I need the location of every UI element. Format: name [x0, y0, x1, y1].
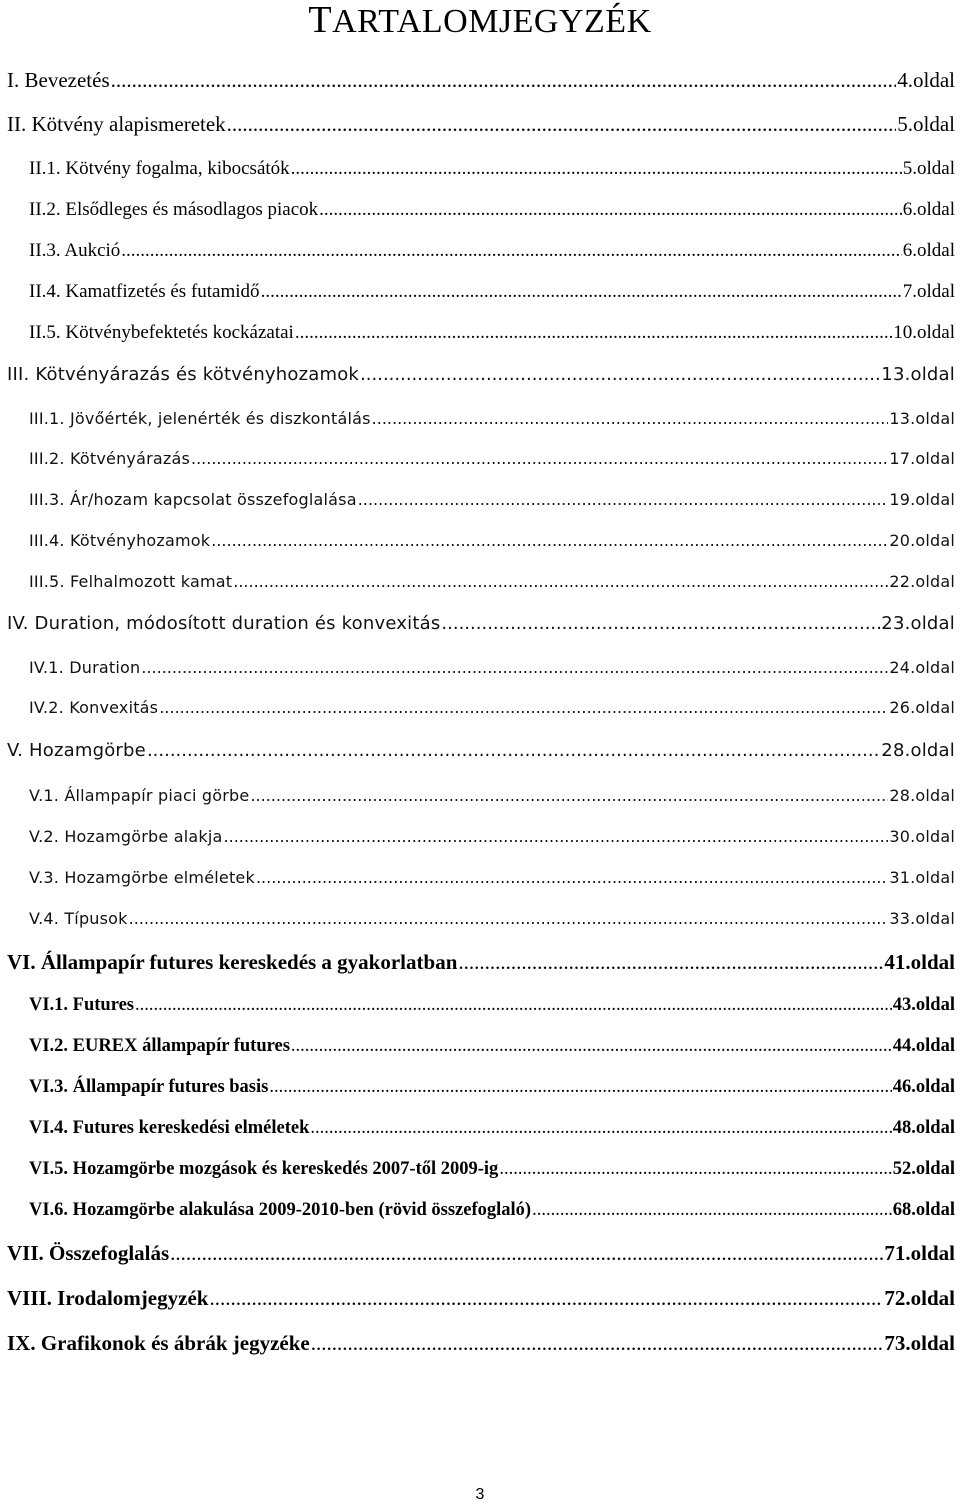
toc-entry-page: 20.oldal — [889, 531, 955, 550]
toc-entry-label: V. Hozamgörbe — [7, 740, 146, 761]
toc-entry[interactable] — [29, 490, 955, 509]
toc-leader-dots — [147, 740, 880, 761]
toc-leader-dots — [269, 1077, 891, 1098]
toc-leader-dots — [141, 658, 888, 677]
toc-entry-page: 26.oldal — [889, 698, 955, 717]
toc-entry-label: V.2. Hozamgörbe alakja — [29, 827, 223, 846]
toc-entry[interactable] — [29, 449, 955, 468]
toc-entry-label: IV.1. Duration — [29, 658, 141, 677]
toc-leader-dots — [111, 68, 897, 93]
toc-entry-label: IV.2. Konvexitás — [29, 698, 159, 717]
toc-entry[interactable] — [7, 1286, 955, 1311]
toc-entry-label: VI.1. Futures — [29, 995, 135, 1015]
toc-leader-dots — [291, 1036, 892, 1057]
toc-entry[interactable] — [29, 1118, 955, 1139]
toc-entry[interactable] — [29, 409, 955, 428]
toc-leader-dots — [256, 868, 888, 887]
toc-entry-label: III.4. Kötvényhozamok — [29, 531, 211, 550]
toc-entry-page: 72.oldal — [884, 1286, 955, 1310]
page-number: 3 — [475, 1486, 485, 1503]
toc-entry[interactable] — [29, 199, 955, 221]
toc-leader-dots — [372, 409, 889, 428]
toc-leader-dots — [295, 322, 892, 344]
toc-leader-dots — [310, 1118, 891, 1139]
toc-entry-page: 28.oldal — [889, 786, 955, 805]
toc-entry-page: 73.oldal — [884, 1331, 955, 1355]
toc-leader-dots — [319, 199, 902, 221]
toc-entry-page: 19.oldal — [889, 490, 955, 509]
toc-leader-dots — [250, 786, 888, 805]
toc-entry-label: VIII. Irodalomjegyzék — [7, 1286, 209, 1310]
toc-leader-dots — [211, 531, 888, 550]
toc-entry-label: II.1. Kötvény fogalma, kibocsátók — [29, 158, 290, 179]
toc-entry-label: III.5. Felhalmozott kamat — [29, 572, 233, 591]
toc-entry-page: 68.oldal — [892, 1200, 955, 1220]
toc-entry-label: VI.6. Hozamgörbe alakulása 2009-2010-ben (rövid összefoglaló) — [29, 1200, 532, 1220]
toc-entry-page: 13.oldal — [881, 364, 955, 385]
toc-entry-page: 52.oldal — [892, 1159, 955, 1179]
toc-leader-dots — [227, 112, 897, 137]
toc-entry[interactable] — [7, 112, 955, 137]
toc-entry-label: V.1. Állampapír piaci görbe — [29, 786, 250, 805]
toc-entry[interactable] — [29, 572, 955, 591]
toc-entry-page: 5.oldal — [897, 112, 955, 136]
toc-entry-label: II.3. Aukció — [29, 240, 121, 261]
toc-entry[interactable] — [29, 531, 955, 550]
toc-entry-page: 31.oldal — [889, 868, 955, 887]
toc-entry-label: II. Kötvény alapismeretek — [7, 112, 226, 136]
toc-leader-dots — [499, 1159, 891, 1180]
toc-entry-page: 44.oldal — [892, 1036, 955, 1056]
toc-entry-label: VII. Összefoglalás — [7, 1241, 170, 1265]
toc-entry[interactable] — [29, 698, 955, 717]
toc-entry-label: II.5. Kötvénybefektetés kockázatai — [29, 322, 294, 343]
toc-entry[interactable] — [29, 995, 955, 1016]
toc-leader-dots — [224, 827, 889, 846]
toc-entry[interactable] — [29, 1036, 955, 1057]
toc-entry-page: 43.oldal — [892, 995, 955, 1015]
toc-leader-dots — [135, 995, 892, 1016]
toc-entry-page: 24.oldal — [889, 658, 955, 677]
toc-entry-page: 13.oldal — [889, 409, 955, 428]
toc-entry-page: 6.oldal — [902, 240, 955, 261]
toc-entry-page: 71.oldal — [884, 1241, 955, 1265]
toc-leader-dots — [191, 449, 888, 468]
toc-entry-label: II.4. Kamatfizetés és futamidő — [29, 281, 260, 302]
toc-entry[interactable] — [7, 1241, 955, 1266]
toc-entry-page: 30.oldal — [889, 827, 955, 846]
toc-leader-dots — [170, 1241, 883, 1266]
toc-entry-page: 33.oldal — [889, 909, 955, 928]
toc-leader-dots — [159, 698, 888, 717]
toc-leader-dots — [209, 1286, 883, 1311]
toc-entry-label: VI.5. Hozamgörbe mozgások és kereskedés 2007-től 2009-ig — [29, 1159, 499, 1179]
toc-entry[interactable] — [29, 868, 955, 887]
toc-leader-dots — [441, 613, 880, 634]
toc-entry[interactable] — [7, 68, 955, 93]
toc-entry-label: V.3. Hozamgörbe elméletek — [29, 868, 255, 887]
toc-entry[interactable] — [29, 322, 955, 344]
toc-entry[interactable] — [7, 950, 955, 975]
toc-entry-label: VI.3. Állampapír futures basis — [29, 1077, 269, 1097]
toc-entry-label: V.4. Típusok — [29, 909, 128, 928]
toc-entry-label: IV. Duration, módosított duration és konvexitás — [7, 613, 441, 634]
toc-entry[interactable] — [29, 658, 955, 677]
toc-leader-dots — [233, 572, 888, 591]
toc-entry[interactable] — [29, 158, 955, 180]
toc-entry-label: IX. Grafikonok és ábrák jegyzéke — [7, 1331, 310, 1355]
toc-entry-label: III.2. Kötvényárazás — [29, 449, 190, 468]
toc-entry-page: 41.oldal — [884, 950, 955, 974]
toc-leader-dots — [532, 1200, 892, 1221]
toc-entry-label: III.3. Ár/hozam kapcsolat összefoglalása — [29, 490, 357, 509]
toc-entry-page: 7.oldal — [902, 281, 955, 302]
toc-entry-label: VI.2. EUREX állampapír futures — [29, 1036, 290, 1056]
toc-entry-page: 17.oldal — [889, 449, 955, 468]
toc-entry-label: III.1. Jövőérték, jelenérték és diszkontálás — [29, 409, 371, 428]
toc-entry-page: 22.oldal — [889, 572, 955, 591]
toc-entry[interactable] — [29, 1200, 955, 1221]
toc-entry-page: 28.oldal — [881, 740, 955, 761]
toc-entry[interactable] — [29, 1159, 955, 1180]
toc-leader-dots — [311, 1331, 884, 1356]
toc-entry-label: VI.4. Futures kereskedési elméletek — [29, 1118, 310, 1138]
toc-leader-dots — [458, 950, 883, 975]
toc-entry-page: 6.oldal — [902, 199, 955, 220]
page-title: TARTALOMJEGYZÉK — [308, 0, 652, 41]
toc-entry-label: II.2. Elsődleges és másodlagos piacok — [29, 199, 319, 220]
toc-leader-dots — [358, 490, 889, 509]
toc-entry-label: VI. Állampapír futures kereskedés a gyakorlatban — [7, 950, 458, 974]
toc-entry-page: 23.oldal — [881, 613, 955, 634]
toc-entry-label: I. Bevezetés — [7, 68, 110, 92]
toc-entry-page: 4.oldal — [897, 68, 955, 92]
toc-entry[interactable] — [29, 281, 955, 303]
toc-entry-page: 10.oldal — [893, 322, 955, 343]
toc-entry-page: 48.oldal — [892, 1118, 955, 1138]
toc-leader-dots — [129, 909, 889, 928]
toc-entry[interactable] — [7, 740, 955, 761]
toc-leader-dots — [121, 240, 901, 262]
toc-entry[interactable] — [29, 909, 955, 928]
toc-entry[interactable] — [7, 613, 955, 634]
toc-entry-page: 5.oldal — [902, 158, 955, 179]
toc-leader-dots — [360, 364, 880, 385]
toc-entry[interactable] — [7, 1331, 955, 1356]
toc-entry[interactable] — [29, 1077, 955, 1098]
toc-entry[interactable] — [29, 786, 955, 805]
toc-entry-page: 46.oldal — [892, 1077, 955, 1097]
toc-leader-dots — [291, 158, 902, 180]
toc-entry[interactable] — [29, 240, 955, 262]
toc-entry[interactable] — [29, 827, 955, 846]
toc-entry-label: III. Kötvényárazás és kötvényhozamok — [7, 364, 360, 385]
toc-leader-dots — [261, 281, 902, 303]
toc-entry[interactable] — [7, 364, 955, 385]
